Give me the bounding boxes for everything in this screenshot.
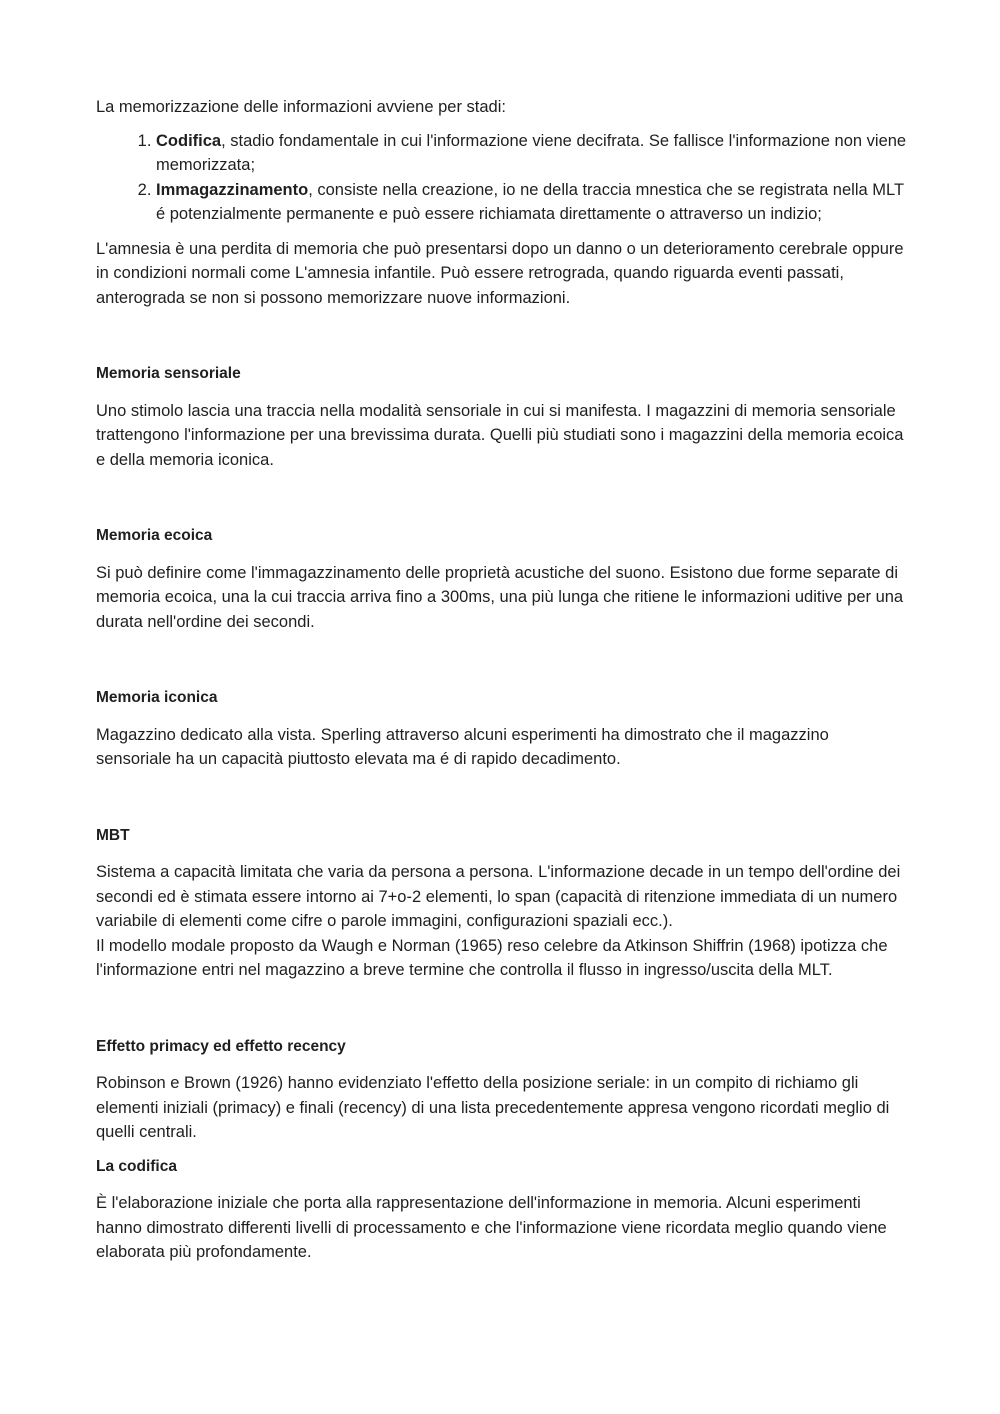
amnesia-paragraph: L'amnesia è una perdita di memoria che può presentarsi dopo un danno o un deterioramento cerebrale oppure in condizioni normali come L'amnesia infantile. Può essere retrograda, quando riguarda eventi passati, anterograda se non si possono memorizzare nuove informazioni. [96,239,904,307]
section-heading-ecoica: Memoria ecoica [96,527,213,544]
section-heading-codifica: La codifica [96,1157,177,1175]
stages-list [96,129,908,227]
section-heading-sensoriale: Memoria sensoriale [96,365,241,382]
section-body-codifica: È l'elaborazione iniziale che porta alla rappresentazione dell'informazione in memoria. Alcuni esperimenti hanno dimostrato differenti livelli di processamento e che l'informazione viene ricordata meglio quando viene elaborata più profondamente. [96,1194,887,1261]
section-body-ecoica: Si può definire come l'immagazzinamento delle proprietà acustiche del suono. Esistono due forme separate di memoria ecoica, una la cui traccia arriva fino a 300ms, una più lunga che ritiene le informazioni uditive per una durata nell'ordine dei secondi. [96,563,904,631]
intro-paragraph: La memorizzazione delle informazioni avviene per stadi: [96,98,506,116]
list-item-term: Codifica [156,131,222,150]
section-body-primacy: Robinson e Brown (1926) hanno evidenziato l'effetto della posizione seriale: in un compito di richiamo gli elementi iniziali (primacy) e finali (recency) di una lista precedentemente appresa vengono ricordati meglio di quelli centrali. [96,1074,890,1141]
section-heading-iconica: Memoria iconica [96,689,218,706]
section-heading-mbt: MBT [96,826,130,844]
section-body-mbt-model: Il modello modale proposto da Waugh e Norman (1965) reso celebre da Atkinson Shiffrin (1968) ipotizza che l'informazione entri nel magazzino a breve termine che controlla il flusso in ingresso/uscita della MLT. [96,936,888,979]
list-item [156,129,908,178]
section-body-mbt: Sistema a capacità limitata che varia da persona a persona. L'informazione decade in un tempo dell'ordine dei secondi ed è stimata essere intorno ai 7+o-2 elementi, lo span (capacità di ritenzione immediata di un numero variabile di elementi come cifre o parole immagini, configurazioni spaziali ecc.). [96,863,901,930]
document-body [96,95,908,1265]
section-heading-primacy: Effetto primacy ed effetto recency [96,1037,346,1055]
list-item-text: , stadio fondamentale in cui l'informazione viene decifrata. Se fallisce l'informazione non viene memorizzata; [156,131,907,174]
list-item-term: Immagazzinamento [156,180,309,199]
list-item [156,178,908,227]
section-body-iconica: Magazzino dedicato alla vista. Sperling attraverso alcuni esperimenti ha dimostrato che il magazzino sensoriale ha un capacità piuttosto elevata ma é di rapido decadimento. [96,725,829,768]
section-body-sensoriale: Uno stimolo lascia una traccia nella modalità sensoriale in cui si manifesta. I magazzini di memoria sensoriale trattengono l'informazione per una brevissima durata. Quelli più studiati sono i magazzini della memoria ecoica e della memoria iconica. [96,401,904,469]
list-item-text: , consiste nella creazione, io ne della traccia mnestica che se registrata nella MLT é potenzialmente permanente e può essere richiamata direttamente o attraverso un indizio; [156,180,904,223]
